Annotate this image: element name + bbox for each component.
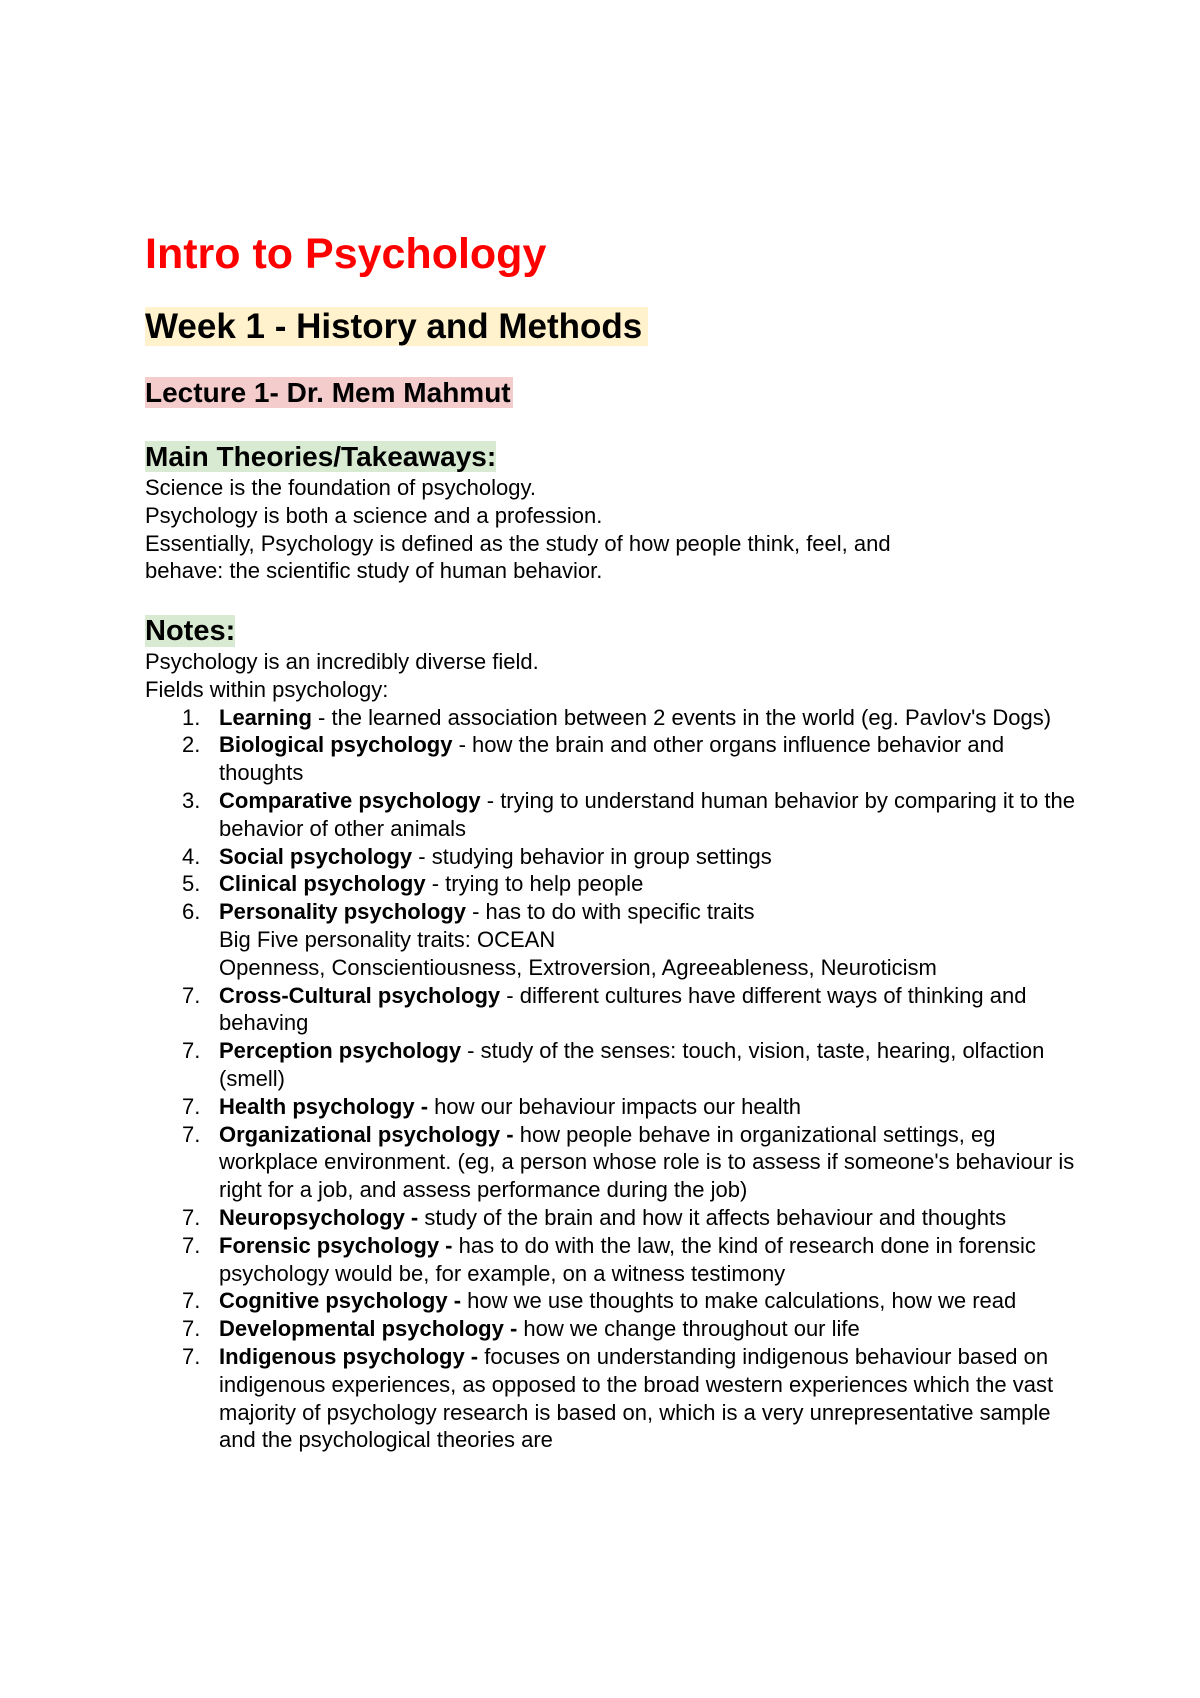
main-line: Psychology is both a science and a profession. — [145, 502, 603, 528]
list-item — [145, 898, 1080, 981]
list-item — [145, 1204, 1080, 1232]
field-term: Biological psychology — [219, 732, 453, 758]
notes-intro — [145, 648, 1080, 704]
field-description: - study of the senses: touch, vision, taste, hearing, olfaction (smell) — [219, 1038, 1045, 1091]
field-term: Cross-Cultural psychology — [219, 982, 501, 1008]
field-term: Forensic psychology - — [219, 1232, 453, 1258]
field-term: Learning — [219, 704, 312, 730]
field-term: Neuropsychology - — [219, 1204, 419, 1230]
field-description: - trying to help people — [425, 871, 644, 897]
field-term: Health psychology - — [219, 1093, 429, 1119]
document-title: Intro to Psychology — [145, 230, 547, 278]
field-term: Social psychology — [219, 843, 413, 869]
lecture-heading — [145, 374, 513, 412]
list-item — [145, 843, 1080, 871]
main-line: Essentially, Psychology is defined as the study of how people think, feel, and — [145, 530, 891, 556]
list-item — [145, 1343, 1080, 1454]
field-term: Personality psychology — [219, 899, 466, 925]
field-term: Comparative psychology — [219, 787, 481, 813]
list-item — [145, 787, 1080, 843]
list-item — [145, 870, 1080, 898]
list-item — [145, 982, 1080, 1038]
field-description: has to do with the law, the kind of research done in forensic psychology would be, for example, on a witness testimony — [219, 1232, 1036, 1286]
main-theories-heading-text: Main Theories/Takeaways: — [145, 441, 497, 472]
field-term: Developmental psychology - — [219, 1316, 518, 1342]
list-number: 7. — [182, 1038, 201, 1064]
list-number: 7. — [182, 1288, 201, 1314]
notes-intro-line: Psychology is an incredibly diverse field. — [145, 649, 539, 674]
main-theories-section — [145, 440, 1080, 585]
list-number: 5. — [182, 871, 201, 897]
field-description: how people behave in organizational settings, eg workplace environment. (eg, a person whose role is to assess if someone's behaviour is right for a job, and assess performance during the job) — [219, 1121, 1075, 1203]
list-number: 7. — [182, 1232, 201, 1258]
list-number: 1. — [182, 704, 201, 730]
list-number: 6. — [182, 899, 201, 925]
list-number: 7. — [182, 1121, 201, 1147]
field-description: how we use thoughts to make calculations, how we read — [461, 1288, 1017, 1314]
list-number: 7. — [182, 1316, 201, 1342]
notes-heading — [145, 614, 1080, 648]
notes-intro-line: Fields within psychology: — [145, 676, 389, 702]
list-number: 7. — [182, 982, 201, 1008]
field-description: study of the brain and how it affects behaviour and thoughts — [418, 1204, 1007, 1230]
main-line: behave: the scientific study of human behavior. — [145, 558, 603, 584]
main-theories-text — [145, 474, 1080, 585]
field-description: - has to do with specific traits — [465, 899, 755, 925]
lecture-heading-text: Lecture 1- Dr. Mem Mahmut — [145, 377, 511, 408]
list-number: 7. — [182, 1343, 201, 1369]
list-item — [145, 1287, 1080, 1315]
list-number: 2. — [182, 732, 201, 758]
list-number: 4. — [182, 843, 201, 869]
field-description: - the learned association between 2 events in the world (eg. Pavlov's Dogs) — [311, 704, 1052, 730]
field-term: Clinical psychology — [219, 871, 426, 897]
week-heading — [145, 304, 648, 350]
list-number: 7. — [182, 1204, 201, 1230]
field-term: Organizational psychology - — [219, 1121, 514, 1147]
list-item — [145, 704, 1080, 732]
field-description: how our behaviour impacts our health — [428, 1093, 802, 1119]
field-extra-line: Openness, Conscientiousness, Extroversion, Agreeableness, Neuroticism — [219, 954, 937, 980]
field-description: - studying behavior in group settings — [412, 843, 772, 869]
main-theories-heading — [145, 440, 1080, 474]
field-description: - trying to understand human behavior by comparing it to the behavior of other animals — [219, 787, 1075, 841]
field-term: Perception psychology — [219, 1038, 462, 1064]
list-item — [145, 1093, 1080, 1121]
fields-list — [145, 704, 1080, 1455]
field-description: - different cultures have different ways of thinking and behaving — [219, 982, 1027, 1036]
week-heading-text: Week 1 - History and Methods — [145, 307, 648, 346]
list-item — [145, 731, 1080, 787]
field-description: - how the brain and other organs influence behavior and thoughts — [219, 732, 1005, 786]
list-number: 3. — [182, 787, 201, 813]
field-description: how we change throughout our life — [517, 1316, 860, 1342]
notes-heading-text: Notes: — [145, 615, 236, 647]
field-description: focuses on understanding indigenous behaviour based on indigenous experiences, as opposed to the broad western experiences which the vast majority of psychology research is based on, which is a very unrepresentative sample and the psychological theories are — [219, 1343, 1054, 1453]
list-item — [145, 1037, 1080, 1093]
field-term: Cognitive psychology - — [219, 1288, 462, 1314]
list-item — [145, 1315, 1080, 1343]
list-number: 7. — [182, 1093, 201, 1119]
list-item — [145, 1121, 1080, 1204]
list-item — [145, 1232, 1080, 1288]
field-term: Indigenous psychology - — [219, 1343, 479, 1369]
main-line: Science is the foundation of psychology. — [145, 475, 536, 500]
notes-section — [145, 614, 1080, 1454]
field-extra-line: Big Five personality traits: OCEAN — [219, 926, 556, 952]
